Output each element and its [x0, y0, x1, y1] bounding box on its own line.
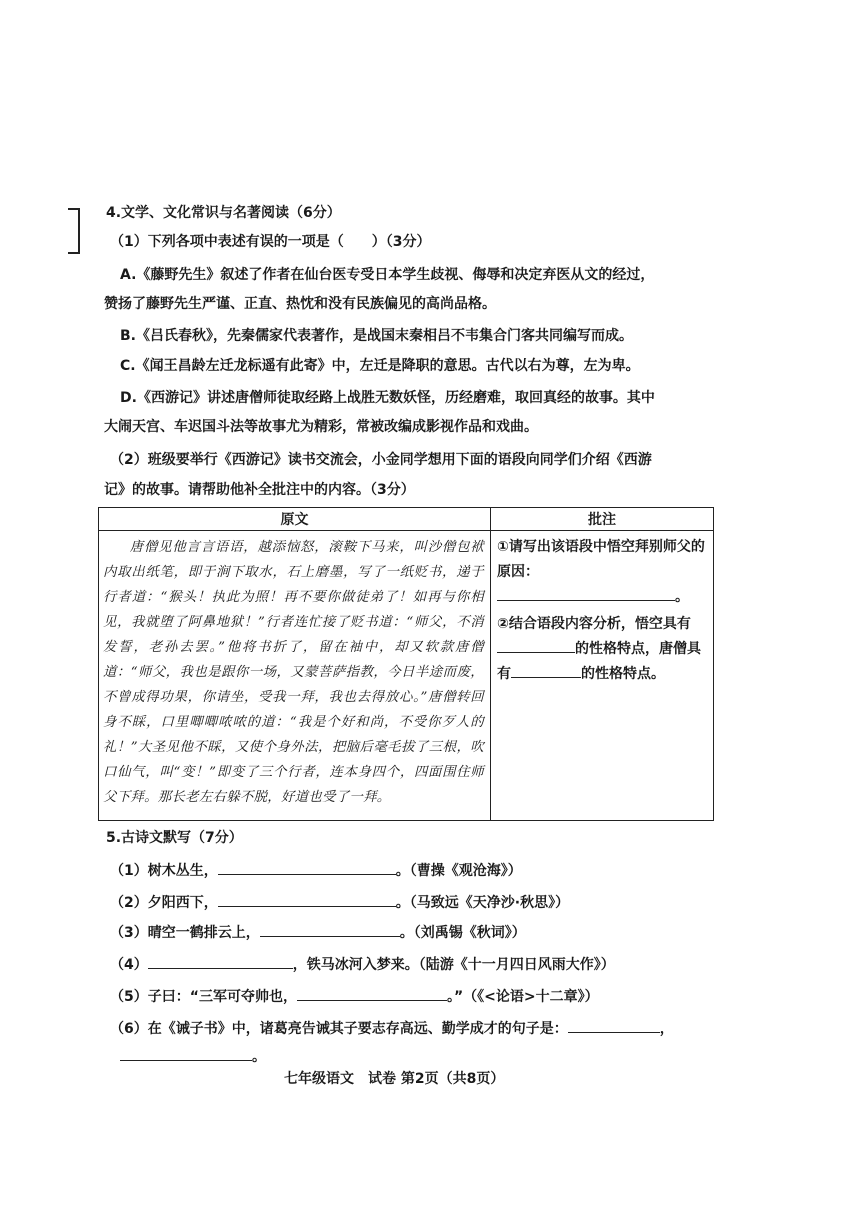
- q5-item-3: [110, 922, 526, 943]
- q5-item-6-blank-1[interactable]: [568, 1018, 660, 1033]
- q5-item-4: [110, 954, 615, 975]
- q5-item-1: [110, 860, 522, 881]
- q5-item-4-tail: ，铁马冰河入梦来。（陆游《十一月四日风雨大作》）: [292, 957, 615, 973]
- q5-item-2-tail: 。（马致远《天净沙·秋思》）: [395, 895, 570, 911]
- q4-1-option-d: D.《西游记》讲述唐僧师徒取经路上战胜无数妖怪，历经磨难，取回真经的故事。其中: [120, 390, 655, 406]
- header-original: 原文: [99, 508, 491, 531]
- q5-item-2-lead: （2）夕阳西下，: [110, 895, 218, 911]
- q5-item-1-lead: （1）树木丛生，: [110, 863, 218, 879]
- q5-item-3-tail: 。（刘禹锡《秋词》）: [399, 925, 526, 941]
- q5-item-6-cont: [120, 1046, 266, 1067]
- q4-2-stem-cont: 记》的故事。请帮助他补全批注中的内容。（3分）: [104, 482, 415, 498]
- page-footer: 七年级语文 试卷 第2页（共8页）: [284, 1071, 505, 1087]
- q5-item-5: [110, 986, 599, 1007]
- note2-suffix: 的性格特点。: [581, 666, 665, 682]
- q5-item-6-lead: （6）在《诫子书》中，诸葛亮告诫其子要志存高远、勤学成才的句子是：: [110, 1021, 568, 1037]
- q4-heading: 4.文学、文化常识与名著阅读（6分）: [106, 205, 341, 221]
- q5-item-3-lead: （3）晴空一鹤排云上，: [110, 925, 260, 941]
- q4-1-option-d-cont: 大闹天宫、车迟国斗法等故事尤为精彩，常被改编成影视作品和戏曲。: [104, 419, 538, 435]
- note2-blank-wukong[interactable]: [497, 638, 575, 653]
- q5-item-3-blank[interactable]: [260, 922, 400, 937]
- original-passage: 唐僧见他言言语语，越添恼怒，滚鞍下马来，叫沙僧包袱内取出纸笔，即于涧下取水，石上磨墨，写了一纸贬书，递于行者道：“猴头！执此为照！再不要你做徒弟了！如再与你相见，我就堕了阿鼻地狱！”行者连忙接了贬书道：“师父，不消发誓，老孙去罢。”他将书折了，留在袖中，却又软款唐僧道：“师父，我也是跟你一场，又蒙菩萨指教，今日半途而废，不曾成得功果，你请坐，受我一拜，我也去得放心。”唐僧转回身不睬，口里唧唧哝哝的道：“我是个好和尚，不受你歹人的礼！”大圣见他不睬，又使个身外法，把脑后毫毛拔了三根，吹口仙气，叫“变！”即变了三个行者，连本身四个，四面围住师父下拜。那长老左右躲不脱，好道也受了一拜。: [103, 540, 484, 805]
- q5-item-6-blank-2[interactable]: [120, 1046, 252, 1061]
- annotation-note-2: [491, 610, 713, 687]
- annotation-table: [98, 507, 714, 821]
- q5-item-2: [110, 892, 569, 913]
- note2-blank-tangseng[interactable]: [511, 663, 581, 678]
- q5-item-5-blank[interactable]: [297, 986, 447, 1001]
- annotation-note-1: [491, 531, 713, 610]
- q5-item-6: [110, 1018, 674, 1039]
- q5-heading: 5.古诗文默写（7分）: [106, 830, 243, 846]
- q4-1-option-a: A.《藤野先生》叙述了作者在仙台医专受日本学生歧视、侮辱和决定弃医从文的经过，: [120, 267, 655, 283]
- q4-1-stem: （1）下列各项中表述有误的一项是（ ）（3分）: [110, 234, 431, 250]
- note1-blank[interactable]: [497, 586, 675, 601]
- note2-prefix: ②结合语段内容分析，悟空具有: [497, 616, 691, 632]
- q5-item-4-lead: （4）: [110, 957, 148, 973]
- q5-item-2-blank[interactable]: [218, 892, 396, 907]
- q5-item-5-tail: 。”（《<论语>十二章》）: [446, 989, 599, 1005]
- q4-1-option-c: C.《闻王昌龄左迁龙标遥有此寄》中，左迁是降职的意思。古代以右为尊，左为卑。: [120, 358, 640, 374]
- q5-item-1-blank[interactable]: [218, 860, 396, 875]
- q4-1-option-b: B.《吕氏春秋》，先秦儒家代表著作，是战国末秦相吕不韦集合门客共同编写而成。: [120, 328, 633, 344]
- margin-bracket: [68, 208, 80, 254]
- q4-2-stem: （2）班级要举行《西游记》读书交流会，小金同学想用下面的语段向同学们介绍《西游: [110, 452, 652, 468]
- q5-item-1-tail: 。（曹操《观沧海》）: [395, 863, 522, 879]
- q5-item-4-blank[interactable]: [148, 954, 293, 969]
- note2-mid: 的性格特点，唐僧具有: [497, 641, 701, 682]
- q5-item-6-tail: ，: [659, 1021, 674, 1037]
- q5-item-5-lead: （5）子曰：“三军可夺帅也，: [110, 989, 297, 1005]
- q4-1-option-a-cont: 赞扬了藤野先生严谨、正直、热忱和没有民族偏见的高尚品格。: [104, 296, 496, 312]
- q5-item-6-end: 。: [252, 1049, 266, 1065]
- header-annotation: 批注: [491, 508, 714, 531]
- note1-text: ①请写出该语段中悟空拜别师父的原因：: [497, 539, 705, 580]
- note1-end: 。: [675, 589, 689, 605]
